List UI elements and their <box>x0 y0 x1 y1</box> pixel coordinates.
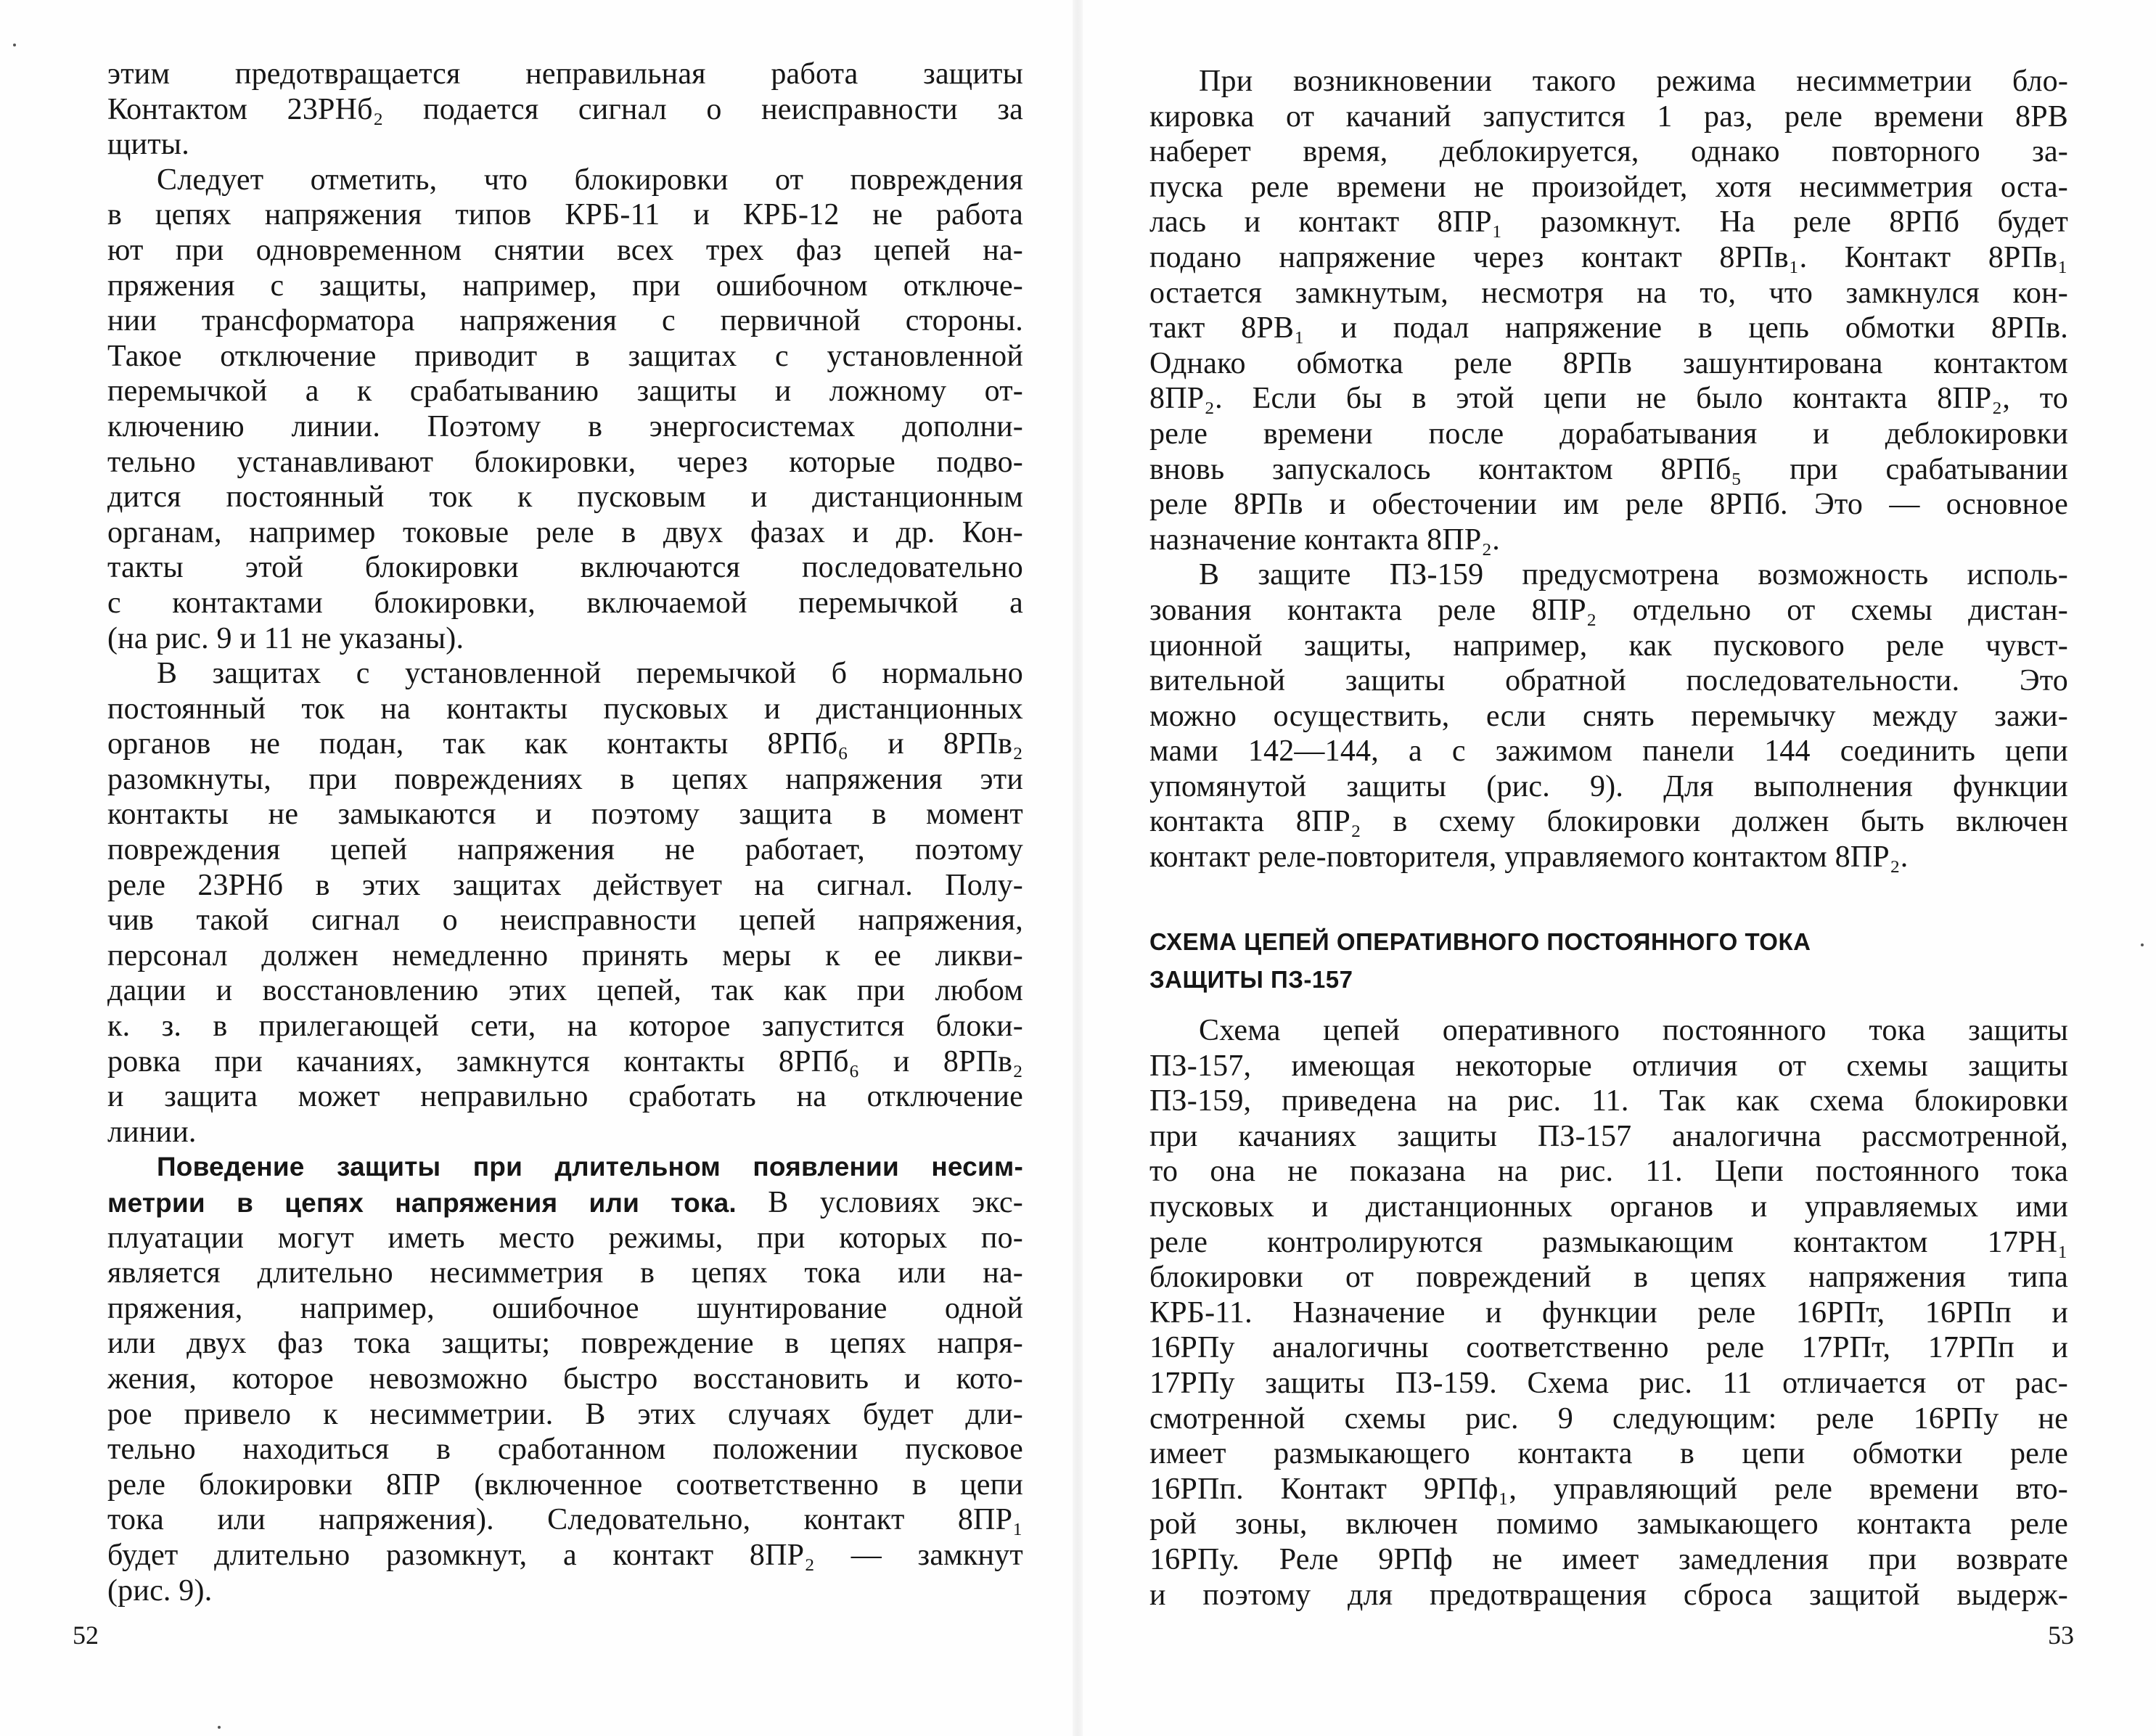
text-line: в цепях напряжения типов КРБ-11 и КРБ-12 не работа <box>107 198 1023 232</box>
text-line: дации и восстановлению этих цепей, так как при любом <box>107 974 1023 1008</box>
text-line: ПЗ-157, имеющая некоторые отличия от схемы защиты <box>1149 1049 2068 1083</box>
text-line: ют при одновременном снятии всех трех фаз цепей на- <box>107 233 1023 267</box>
section-heading <box>1149 923 1948 999</box>
text-line: пряжения с защиты, например, при ошибочном отключе- <box>107 269 1023 303</box>
text-line: 16РПу. Реле 9РПф не имеет замедления при возврате <box>1149 1542 2068 1576</box>
text-line: контакт реле-повторителя, управляемого контактом 8ПР₂. <box>1149 840 1909 875</box>
text-line: остается замкнутым, несмотря на то, что замкнулся кон- <box>1149 276 2068 310</box>
section-heading-line: ЗАЩИТЫ ПЗ-157 <box>1149 966 1353 993</box>
text-line: реле времени после дорабатывания и деблокировки <box>1149 417 2068 451</box>
text-line: будет длительно разомкнут, а контакт 8ПР₂ — замкнут <box>107 1538 1023 1572</box>
text-line: щиты. <box>107 128 189 162</box>
text-line: 8ПР₂. Если бы в этой цепи не было контакта 8ПР₂, то <box>1149 382 2068 416</box>
text-line: органам, например токовые реле в двух фазах и др. Кон- <box>107 515 1023 549</box>
text-line: кировка от качаний запустится 1 раз, реле времени 8РВ <box>1149 99 2068 134</box>
text-line: Схема цепей оперативного постоянного тока защиты <box>1199 1014 2068 1047</box>
text-line <box>107 1185 1023 1221</box>
text-line: такт 8РВ₁ и подал напряжение в цепь обмотки 8РПв. <box>1149 311 2068 345</box>
text-line: Контактом 23РНб₂ подается сигнал о неисправности за <box>107 92 1023 126</box>
text-line: является длительно несимметрия в цепях тока или на- <box>107 1256 1023 1290</box>
text-line: лась и контакт 8ПР₁ разомкнут. На реле 8РПб будет <box>1149 205 2068 239</box>
text-line: Поведение защиты при длительном появлении несим- <box>157 1152 1023 1182</box>
scan-speck <box>13 44 16 46</box>
right-page <box>1078 0 2156 1736</box>
text-line: реле контролируются размыкающим контактом 17РН₁ <box>1149 1225 2068 1259</box>
text-line: органов не подан, так как контакты 8РПб₆ и 8РПв₂ <box>107 727 1023 761</box>
text-line: мами 142—144, а с зажимом панели 144 соединить цепи <box>1149 734 2068 769</box>
text-line: дится постоянный ток к пусковым и дистанционным <box>107 480 1023 515</box>
section-heading-line: СХЕМА ЦЕПЕЙ ОПЕРАТИВНОГО ПОСТОЯННОГО ТОКА <box>1149 928 1811 955</box>
text-line: контакта 8ПР₂ в схему блокировки должен быть включен <box>1149 805 2068 839</box>
text-line: Следует отметить, что блокировки от повреждения <box>157 163 1023 197</box>
text-line: (на рис. 9 и 11 не указаны). <box>107 621 464 655</box>
text-line: смотренной схемы рис. 9 следующим: реле 16РПу не <box>1149 1401 2068 1436</box>
text-line: нии трансформатора напряжения с первичной стороны. <box>107 304 1023 338</box>
text-line: блокировки от повреждений в цепях напряжения типа <box>1149 1261 2068 1295</box>
text-line: вительной защиты обратной последовательности. Это <box>1149 664 2068 698</box>
text-line: или двух фаз тока защиты; повреждение в цепях напря- <box>107 1327 1023 1361</box>
scan-speck <box>2141 943 2144 946</box>
left-text-column <box>107 57 1023 1608</box>
text-line: реле 23РНб в этих защитах действует на сигнал. Полу- <box>107 868 1023 902</box>
text-line: то она не показана на рис. 11. Цепи постоянного тока <box>1149 1155 2068 1189</box>
text-line: подано напряжение через контакт 8РПв₁. Контакт 8РПв₁ <box>1149 240 2068 274</box>
scan-speck <box>218 1726 221 1729</box>
text-line: В защите ПЗ-159 предусмотрена возможность исполь- <box>1199 558 2068 592</box>
left-page-number: 52 <box>73 1621 99 1650</box>
text-line: и поэтому для предотвращения сброса защитой выдерж- <box>1149 1578 2068 1612</box>
right-text-column-2 <box>1149 1013 2068 1613</box>
text-line: упомянутой защиты (рис. 9). Для выполнения функции <box>1149 769 2068 803</box>
text-line: разомкнуты, при повреждениях в цепях напряжения эти <box>107 762 1023 796</box>
text-line: тельно находиться в сработанном положении пусковое <box>107 1433 1023 1467</box>
text-line: повреждения цепей напряжения не работает, поэтому <box>107 833 1023 867</box>
text-line: В защитах с установленной перемычкой б нормально <box>157 657 1023 691</box>
text-line: рое привело к несимметрии. В этих случаях будет дли- <box>107 1397 1023 1431</box>
text-line: 17РПу защиты ПЗ-159. Схема рис. 11 отличается от рас- <box>1149 1366 2068 1400</box>
bold-run: метрии в цепях напряжения или тока. <box>107 1188 737 1218</box>
text-line: пряжения, например, ошибочное шунтирование одной <box>107 1291 1023 1325</box>
text-line: Такое отключение приводит в защитах с установленной <box>107 339 1023 373</box>
text-line: наберет время, деблокируется, однако повторного за- <box>1149 135 2068 169</box>
text-line: жения, которое невозможно быстро восстановить и кото- <box>107 1362 1023 1396</box>
text-line: этим предотвращается неправильная работа защиты <box>107 57 1023 91</box>
text-line: реле 8РПв и обесточении им реле 8РПб. Это — основное <box>1149 488 2068 522</box>
text-line: пуска реле времени не произойдет, хотя несимметрия оста- <box>1149 170 2068 204</box>
text-line: к. з. в прилегающей сети, на которое запустится блоки- <box>107 1010 1023 1044</box>
text-line: линии. <box>107 1115 197 1149</box>
text-line: с контактами блокировки, включаемой перемычкой а <box>107 586 1023 620</box>
text-line: контакты не замыкаются и поэтому защита в момент <box>107 798 1023 832</box>
text-line: назначение контакта 8ПР₂. <box>1149 523 1500 557</box>
text-line: ПЗ-159, приведена на рис. 11. Так как схема блокировки <box>1149 1084 2068 1118</box>
text-line: тельно устанавливают блокировки, через которые подво- <box>107 445 1023 479</box>
right-page-number: 53 <box>2048 1621 2074 1650</box>
right-text-column <box>1149 64 2068 875</box>
text-line: Однако обмотка реле 8РПв зашунтирована контактом <box>1149 346 2068 380</box>
text-line: КРБ-11. Назначение и функции реле 16РПт, 16РПп и <box>1149 1295 2068 1330</box>
text-line: зования контакта реле 8ПР₂ отдельно от схемы дистан- <box>1149 593 2068 627</box>
text-line: вновь запускалось контактом 8РПб₅ при срабатывании <box>1149 452 2068 486</box>
text-line: персонал должен немедленно принять меры к ее ликви- <box>107 938 1023 973</box>
regular-run: В условиях экс- <box>736 1186 1023 1219</box>
text-line: (рис. 9). <box>107 1573 213 1608</box>
text-line: чив такой сигнал о неисправности цепей напряжения, <box>107 904 1023 938</box>
text-line: плуатации могут иметь место режимы, при которых по- <box>107 1221 1023 1255</box>
text-line: и защита может неправильно сработать на отключение <box>107 1080 1023 1114</box>
text-line: рой зоны, включен помимо замыкающего контакта реле <box>1149 1507 2068 1541</box>
text-line: 16РПп. Контакт 9РПф₁, управляющий реле времени вто- <box>1149 1472 2068 1506</box>
text-line: 16РПу аналогичны соответственно реле 17РПт, 17РПп и <box>1149 1331 2068 1365</box>
text-line: можно осуществить, если снять перемычку между зажи- <box>1149 699 2068 733</box>
text-line: постоянный ток на контакты пусковых и дистанционных <box>107 692 1023 726</box>
text-line: ключению линии. Поэтому в энергосистемах дополни- <box>107 409 1023 443</box>
text-line: при качаниях защиты ПЗ-157 аналогична рассмотренной, <box>1149 1119 2068 1153</box>
text-line: пусковых и дистанционных органов и управляемых ими <box>1149 1190 2068 1224</box>
text-line: ровка при качаниях, замкнутся контакты 8РПб₆ и 8РПв₂ <box>107 1044 1023 1078</box>
text-line: При возникновении такого режима несимметрии бло- <box>1199 65 2068 98</box>
text-line: имеет размыкающего контакта в цепи обмотки реле <box>1149 1437 2068 1471</box>
text-line: такты этой блокировки включаются последовательно <box>107 551 1023 585</box>
text-line: тока или напряжения). Следовательно, контакт 8ПР₁ <box>107 1503 1023 1537</box>
text-line: ционной защиты, например, как пускового реле чувст- <box>1149 629 2068 663</box>
text-line: реле блокировки 8ПР (включенное соответственно в цепи <box>107 1467 1023 1502</box>
text-line: перемычкой а к срабатыванию защиты и ложному от- <box>107 374 1023 409</box>
